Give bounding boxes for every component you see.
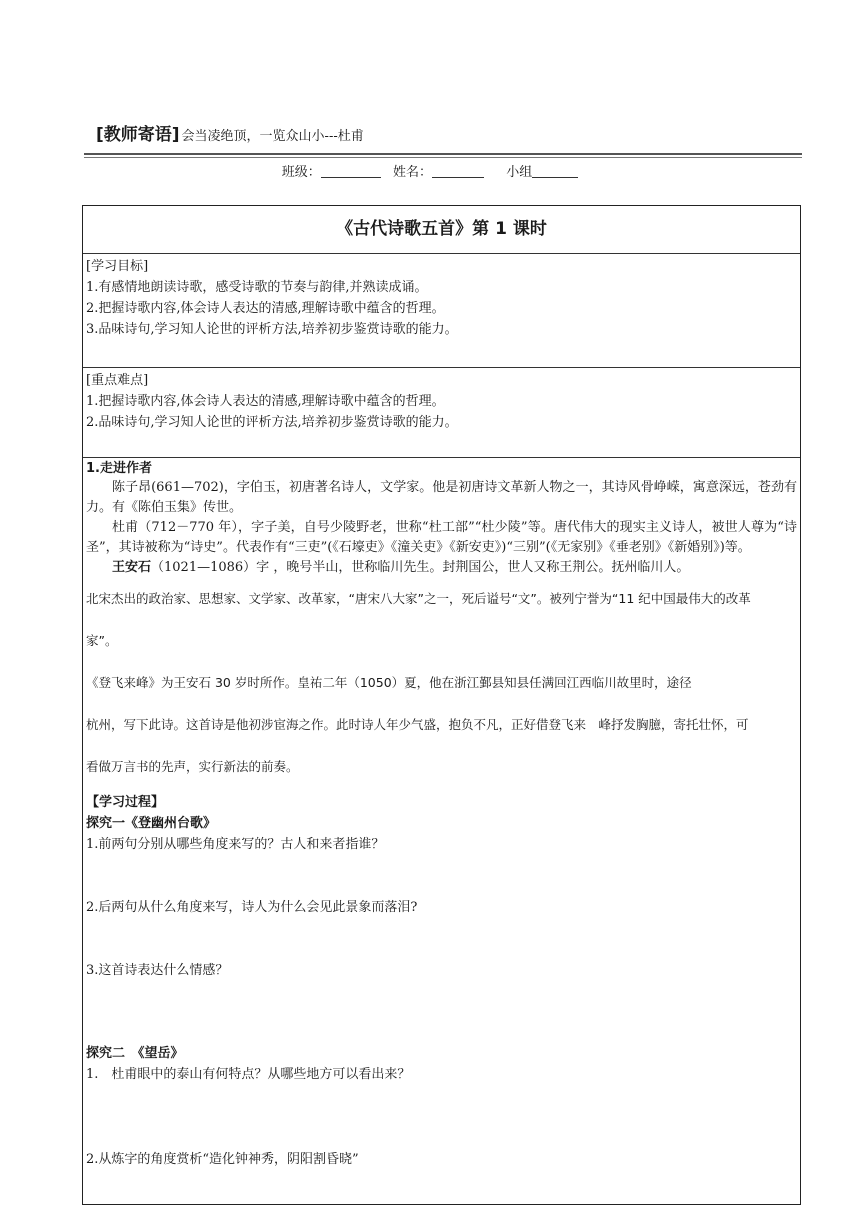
objectives-section bbox=[83, 254, 800, 368]
answer-space[interactable] bbox=[86, 918, 797, 960]
wang-anshi-bio-text: （1021—1086）字 ，晚号半山，世称临川先生。封荆国公，世人又称王荆公。抚州临川人。 bbox=[151, 560, 690, 575]
objective-item: 3.品味诗句,学习知人论世的评析方法,培养初步鉴赏诗歌的能力。 bbox=[86, 322, 458, 337]
explore1-question: 1.前两句分别从哪些角度来写的？古人和来者指谁？ bbox=[86, 837, 385, 852]
student-info-line bbox=[0, 161, 860, 180]
key-point-item: 2.品味诗句,学习知人论世的评析方法,培养初步鉴赏诗歌的能力。 bbox=[86, 415, 458, 430]
authors-heading: 1.走进作者 bbox=[86, 461, 152, 476]
poem-background-line1: 《登飞来峰》为王安石 30 岁时所作。皇祐二年（1050）夏，他在浙江鄞县知县任满回江西临川故里时，途径 bbox=[86, 675, 692, 690]
name-blank[interactable] bbox=[432, 163, 484, 178]
lesson-title: 《古代诗歌五首》第 1 课时 bbox=[83, 206, 800, 254]
class-label: 班级： bbox=[281, 165, 321, 180]
key-points-section bbox=[83, 368, 800, 458]
wang-anshi-bio-line2: 北宋杰出的政治家、思想家、文学家、改革家，“唐宋八大家”之一，死后谥号“文”。被列宁誉为“11 纪中国最伟大的改革 bbox=[86, 591, 751, 606]
explore1-question: 2.后两句从什么角度来写，诗人为什么会见此景象而落泪? bbox=[86, 900, 418, 915]
objective-item: 2.把握诗歌内容,体会诗人表达的清感,理解诗歌中蕴含的哲理。 bbox=[86, 301, 445, 316]
group-blank[interactable] bbox=[532, 163, 578, 178]
class-blank[interactable] bbox=[321, 163, 381, 178]
explore2-question: 1. 杜甫眼中的泰山有何特点？从哪些地方可以看出来？ bbox=[86, 1067, 411, 1082]
authors-and-process-section bbox=[83, 458, 800, 1204]
group-label: 小组 bbox=[506, 165, 533, 180]
key-points-heading: [重点难点] bbox=[86, 373, 149, 388]
wang-anshi-name: 王安石 bbox=[112, 560, 152, 575]
poem-background-line2: 杭州，写下此诗。这首诗是他初涉宦海之作。此时诗人年少气盛，抱负不凡，正好借登飞来 峰抒发胸臆，寄托壮怀，可 bbox=[86, 717, 749, 732]
header-rule-thick bbox=[84, 153, 802, 155]
objectives-heading: [学习目标] bbox=[86, 259, 149, 274]
key-point-item: 1.把握诗歌内容,体会诗人表达的清感,理解诗歌中蕴含的哲理。 bbox=[86, 394, 445, 409]
process-heading: 【学习过程】 bbox=[86, 795, 165, 810]
objective-item: 1.有感情地朗读诗歌，感受诗歌的节奏与韵律,并熟读成诵。 bbox=[86, 280, 428, 295]
name-label: 姓名： bbox=[392, 165, 432, 180]
explore2-title: 探究二 《望岳》 bbox=[86, 1046, 184, 1061]
wang-anshi-bio bbox=[86, 558, 797, 578]
chen-ziang-bio: 陈子昂(661—702)，字伯玉，初唐著名诗人，文学家。他是初唐诗文革新人物之一，其诗风骨峥嵘，寓意深远，苍劲有力。有《陈伯玉集》传世。 bbox=[86, 480, 797, 515]
explore1-question: 3.这首诗表达什么情感？ bbox=[86, 963, 229, 978]
answer-space[interactable] bbox=[86, 981, 797, 1043]
lesson-table bbox=[82, 205, 801, 1205]
teacher-message-header bbox=[96, 120, 796, 146]
explore2-question: 2.从炼字的角度赏析“造化钟神秀，阴阳割昏晓” bbox=[86, 1152, 359, 1167]
poem-background-line3: 看做万言书的先声，实行新法的前奏。 bbox=[86, 759, 299, 774]
header-rule-thin bbox=[84, 157, 802, 158]
explore1-title: 探究一《登幽州台歌》 bbox=[86, 816, 217, 831]
teacher-message-motto: 会当凌绝顶，一览众山小---杜甫 bbox=[181, 129, 364, 144]
du-fu-bio: 杜甫（712－770 年），字子美，自号少陵野老，世称“杜工部”“杜少陵”等。唐代伟大的现实主义诗人，被世人尊为“诗圣”，其诗被称为“诗史”。代表作有“三吏”(《石壕吏》《潼关吏》《新安吏》)“三别”(《无家别》《垂老别》《新婚别》)等。 bbox=[86, 520, 797, 555]
answer-space[interactable] bbox=[86, 855, 797, 897]
teacher-message-title: [教师寄语] bbox=[96, 125, 180, 145]
wang-anshi-bio-line3: 家”。 bbox=[86, 633, 118, 648]
answer-space[interactable] bbox=[86, 1085, 797, 1149]
